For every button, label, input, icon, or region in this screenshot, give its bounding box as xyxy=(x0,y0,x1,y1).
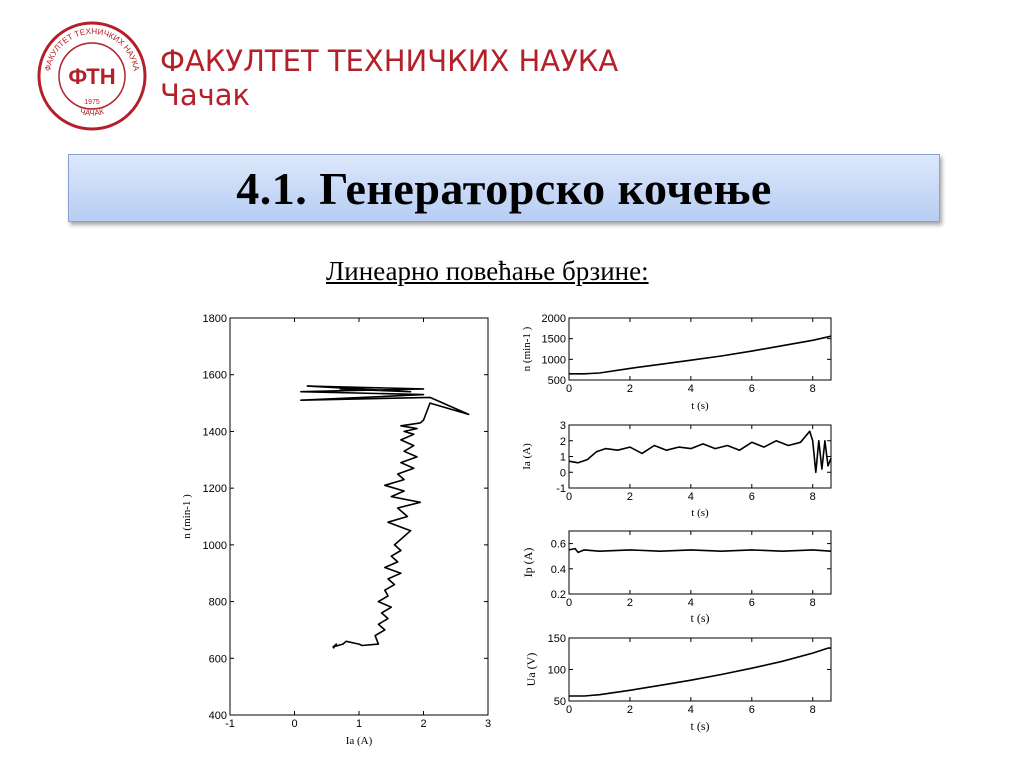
x-axis-label: t (s) xyxy=(690,719,710,733)
x-tick-label: 4 xyxy=(687,383,694,395)
y-tick-label: 1000 xyxy=(202,539,227,552)
y-tick-label: 2000 xyxy=(541,313,566,325)
x-tick-label: 4 xyxy=(687,597,694,609)
y-tick-label: 3 xyxy=(559,420,566,432)
y-axis-label: Ua (V) xyxy=(524,652,538,687)
x-tick-label: -1 xyxy=(225,718,235,730)
chart-2 xyxy=(521,313,831,412)
slide-subtitle: Линеарно повећање брзине: xyxy=(326,256,649,286)
plot-frame xyxy=(569,425,831,488)
chart-1 xyxy=(181,313,491,747)
brand-line-2: Чачак xyxy=(160,78,251,112)
y-tick-label: 100 xyxy=(547,664,566,677)
y-tick-label: 2 xyxy=(559,435,566,448)
x-tick-label: 8 xyxy=(809,597,816,609)
x-tick-label: 0 xyxy=(565,383,573,395)
y-tick-label: 500 xyxy=(547,375,566,387)
x-axis-label: t (s) xyxy=(691,400,709,412)
logo-bottom-text: ЧАЧАК xyxy=(78,106,106,118)
x-tick-label: 8 xyxy=(809,383,816,395)
y-tick-label: 0.2 xyxy=(550,589,566,601)
x-tick-label: 6 xyxy=(748,383,755,395)
y-tick-label: 0.4 xyxy=(550,563,566,576)
x-tick-label: 3 xyxy=(484,718,492,730)
x-tick-label: 4 xyxy=(687,491,694,503)
x-tick-label: 8 xyxy=(809,704,816,716)
plot-frame xyxy=(230,318,488,715)
x-tick-label: 0 xyxy=(565,597,573,609)
slide-title: 4.1. Генераторско кочење xyxy=(236,162,772,214)
chart-5 xyxy=(524,633,831,733)
x-tick-label: 2 xyxy=(420,718,427,730)
plot-frame xyxy=(569,318,831,380)
x-axis-label: t (s) xyxy=(691,507,709,519)
y-axis-label: Ip (A) xyxy=(521,547,535,578)
x-axis-label: t (s) xyxy=(690,611,710,625)
y-tick-label: 0 xyxy=(559,467,566,480)
x-tick-label: 2 xyxy=(626,491,633,503)
plot-frame xyxy=(569,531,831,594)
x-tick-label: 0 xyxy=(565,491,573,503)
x-tick-label: 6 xyxy=(748,491,755,503)
y-tick-label: -1 xyxy=(556,483,566,495)
x-tick-label: 1 xyxy=(355,718,363,730)
y-tick-label: 1000 xyxy=(541,354,566,367)
x-tick-label: 0 xyxy=(565,704,573,716)
x-tick-label: 2 xyxy=(626,597,633,609)
y-tick-label: 1 xyxy=(559,451,566,464)
y-axis-label: n (min-1 ) xyxy=(521,326,533,372)
x-tick-label: 6 xyxy=(748,597,755,609)
logo-ring-text: ФАКУЛТЕТ ТЕХНИЧКИХ НАУКА xyxy=(43,26,141,72)
brand-line-1: ФАКУЛТЕТ ТЕХНИЧКИХ НАУКА xyxy=(160,44,619,78)
chart-3 xyxy=(521,420,831,519)
y-tick-label: 800 xyxy=(208,596,227,609)
y-tick-label: 150 xyxy=(547,633,566,645)
x-tick-label: 2 xyxy=(626,383,633,395)
y-tick-label: 1500 xyxy=(541,333,566,346)
x-tick-label: 4 xyxy=(687,704,694,716)
plot-frame xyxy=(569,638,831,701)
x-tick-label: 2 xyxy=(626,704,633,716)
chart-4 xyxy=(521,531,831,625)
y-tick-label: 1800 xyxy=(202,313,227,325)
y-tick-label: 1600 xyxy=(202,369,227,382)
logo-year: 1975 xyxy=(84,99,100,106)
y-tick-label: 400 xyxy=(208,710,227,722)
y-axis-label: Ia (A) xyxy=(521,443,533,470)
y-tick-label: 1200 xyxy=(202,483,227,496)
logo-monogram: ФТН xyxy=(68,64,116,89)
y-tick-label: 0.6 xyxy=(550,538,566,551)
x-tick-label: 8 xyxy=(809,491,816,503)
y-tick-label: 1400 xyxy=(202,426,227,439)
x-axis-label: Ia (A) xyxy=(345,735,373,747)
y-tick-label: 50 xyxy=(553,696,566,708)
x-tick-label: 6 xyxy=(748,704,755,716)
y-axis-label: n (min-1 ) xyxy=(181,494,193,539)
x-tick-label: 0 xyxy=(291,718,298,730)
y-tick-label: 600 xyxy=(208,653,227,666)
